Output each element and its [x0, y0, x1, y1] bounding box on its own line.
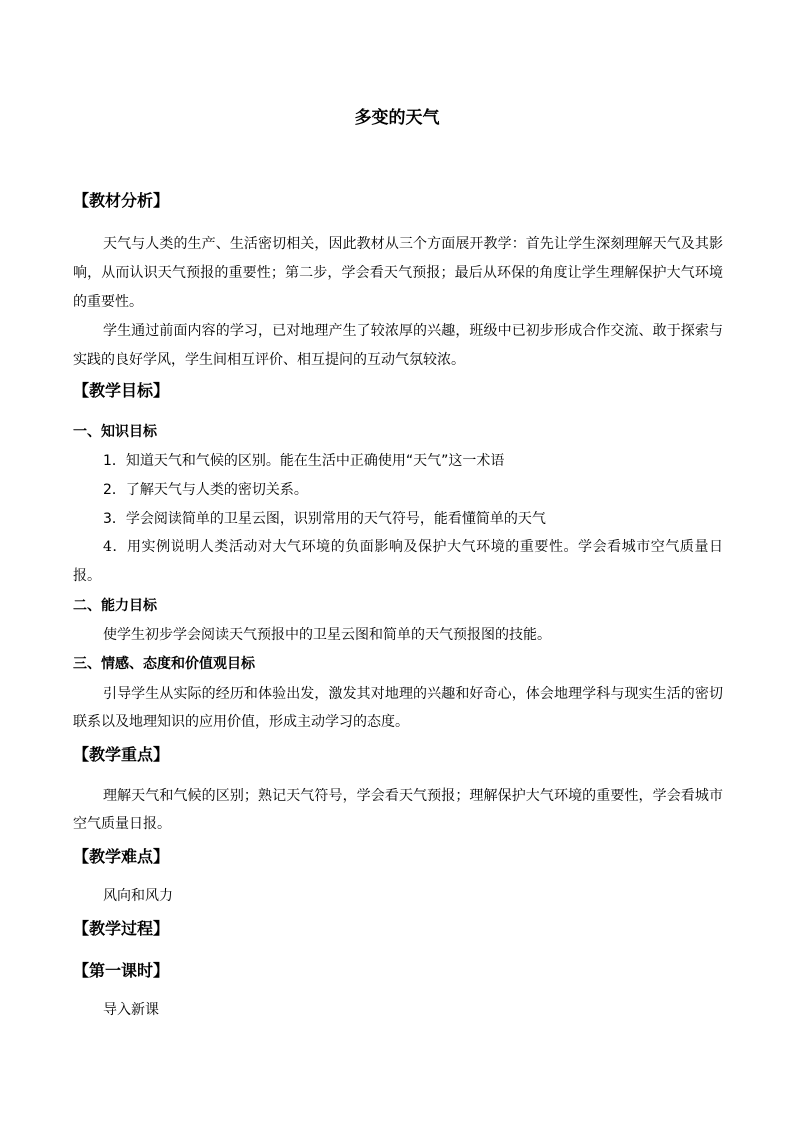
key-points-text: 理解天气和气候的区别；熟记天气符号，学会看天气预报；理解保护大气环境的重要性，学会看城市空气质量日报。: [73, 788, 723, 832]
knowledge-goal-item: 3．学会阅读简单的卫星云图，识别常用的天气符号，能看懂简单的天气: [103, 511, 546, 527]
section-heading-key-points: 【教学重点】: [73, 745, 170, 764]
knowledge-goal-item: 1．知道天气和气候的区别。能在生活中正确使用“天气”这一术语: [103, 453, 505, 469]
knowledge-goals-heading: 一、知识目标: [73, 424, 157, 440]
analysis-paragraph-2: 学生通过前面内容的学习，已对地理产生了较浓厚的兴趣，班级中已初步形成合作交流、敢于探索与实践的良好学风，学生间相互评价、相互提问的互动气氛较浓。: [73, 323, 723, 368]
emotion-goals-heading: 三、情感、态度和价值观目标: [73, 656, 255, 672]
ability-goals-text: 使学生初步学会阅读天气预报中的卫星云图和简单的天气预报图的技能。: [103, 627, 551, 643]
section-heading-lesson-1: 【第一课时】: [73, 961, 170, 980]
section-heading-difficulties: 【教学难点】: [73, 847, 170, 866]
analysis-paragraph-1: 天气与人类的生产、生活密切相关，因此教材从三个方面展开教学：首先让学生深刻理解天气及其影响，从而认识天气预报的重要性；第二步，学会看天气预报；最后从环保的角度让学生理解保护大气环境的重要性。: [73, 236, 723, 310]
lesson-1-text: 导入新课: [103, 1002, 159, 1018]
emotion-goals-text: 引导学生从实际的经历和体验出发，激发其对地理的兴趣和好奇心，体会地理学科与现实生活的密切联系以及地理知识的应用价值，形成主动学习的态度。: [73, 686, 723, 730]
knowledge-goal-item: 4．用实例说明人类活动对大气环境的负面影响及保护大气环境的重要性。学会看城市空气质量日报。: [73, 539, 723, 584]
section-heading-analysis: 【教材分析】: [73, 191, 170, 210]
difficulties-text: 风向和风力: [103, 888, 173, 904]
knowledge-goal-item: 2．了解天气与人类的密切关系。: [103, 482, 308, 498]
document-title: 多变的天气: [354, 108, 440, 128]
section-heading-process: 【教学过程】: [73, 919, 170, 938]
section-heading-goals: 【教学目标】: [73, 381, 170, 400]
ability-goals-heading: 二、能力目标: [73, 598, 157, 614]
